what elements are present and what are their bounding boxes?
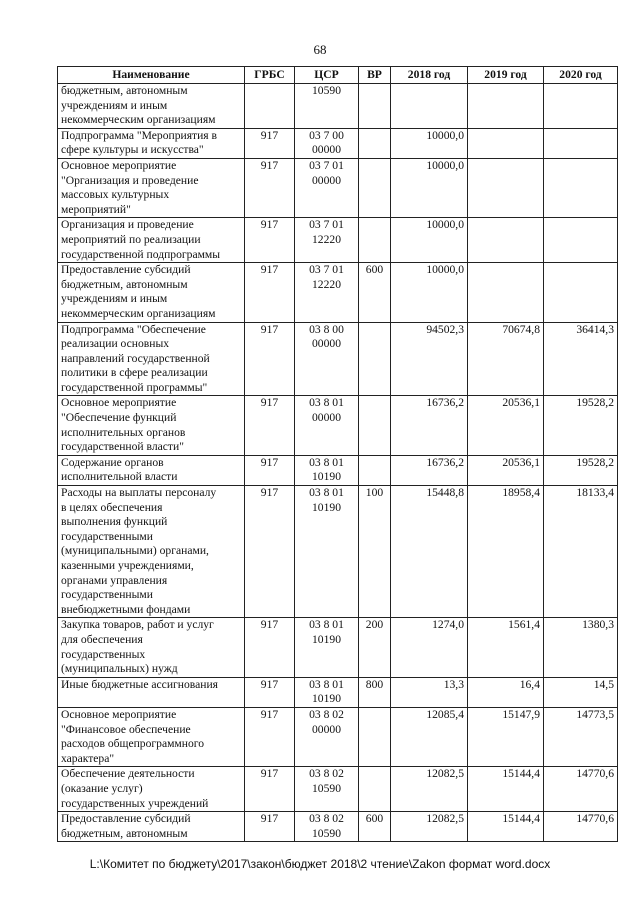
cell-2018: 16736,2: [391, 396, 468, 455]
header-vr: ВР: [359, 67, 391, 84]
cell-name: Иные бюджетные ассигнования: [58, 677, 245, 707]
header-grbs: ГРБС: [245, 67, 295, 84]
cell-2019: [468, 263, 544, 322]
cell-csr: 03 8 01 10190: [295, 486, 359, 618]
cell-2019: [468, 84, 544, 129]
cell-vr: 200: [359, 618, 391, 677]
cell-2020: 14770,6: [544, 812, 618, 842]
cell-csr: 03 7 01 12220: [295, 218, 359, 263]
cell-vr: [359, 707, 391, 766]
cell-grbs: 917: [245, 322, 295, 396]
cell-grbs: 917: [245, 396, 295, 455]
cell-csr: 03 7 00 00000: [295, 128, 359, 158]
table-row: [58, 618, 618, 677]
cell-2018: 10000,0: [391, 128, 468, 158]
page-number: 68: [313, 42, 327, 57]
cell-2020: 14770,6: [544, 767, 618, 812]
table-row: [58, 158, 618, 217]
cell-csr: 10590: [295, 84, 359, 129]
cell-2019: 16,4: [468, 677, 544, 707]
cell-grbs: 917: [245, 707, 295, 766]
header-2019: 2019 год: [468, 67, 544, 84]
cell-grbs: 917: [245, 455, 295, 485]
cell-grbs: [245, 84, 295, 129]
cell-vr: [359, 128, 391, 158]
cell-2018: 12085,4: [391, 707, 468, 766]
cell-2019: [468, 218, 544, 263]
cell-csr: 03 8 00 00000: [295, 322, 359, 396]
cell-2020: 36414,3: [544, 322, 618, 396]
cell-2018: [391, 84, 468, 129]
cell-csr: 03 8 02 00000: [295, 707, 359, 766]
cell-2019: 18958,4: [468, 486, 544, 618]
cell-2018: 1274,0: [391, 618, 468, 677]
cell-vr: [359, 396, 391, 455]
cell-2020: [544, 218, 618, 263]
cell-2019: [468, 128, 544, 158]
budget-table: [57, 66, 618, 842]
cell-grbs: 917: [245, 767, 295, 812]
table-row: [58, 218, 618, 263]
table-row: [58, 707, 618, 766]
cell-2020: [544, 84, 618, 129]
cell-name: Содержание органов исполнительной власти: [58, 455, 245, 485]
cell-csr: 03 8 01 00000: [295, 396, 359, 455]
cell-2020: [544, 128, 618, 158]
cell-2018: 10000,0: [391, 158, 468, 217]
cell-2020: 19528,2: [544, 396, 618, 455]
cell-2018: 12082,5: [391, 812, 468, 842]
header-2018: 2018 год: [391, 67, 468, 84]
cell-vr: [359, 767, 391, 812]
cell-csr: 03 7 01 00000: [295, 158, 359, 217]
table-row: [58, 767, 618, 812]
cell-name: Закупка товаров, работ и услуг для обеспечения государственных (муниципальных) нужд: [58, 618, 245, 677]
cell-2019: 15144,4: [468, 767, 544, 812]
table-row: [58, 455, 618, 485]
cell-2018: 16736,2: [391, 455, 468, 485]
cell-vr: [359, 158, 391, 217]
cell-vr: 600: [359, 812, 391, 842]
cell-2018: 94502,3: [391, 322, 468, 396]
cell-name: Обеспечение деятельности (оказание услуг) государственных учреждений: [58, 767, 245, 812]
cell-2018: 10000,0: [391, 263, 468, 322]
cell-grbs: 917: [245, 486, 295, 618]
cell-csr: 03 7 01 12220: [295, 263, 359, 322]
cell-2019: 1561,4: [468, 618, 544, 677]
cell-name: Подпрограмма "Обеспечение реализации основных направлений государственной политики в сфере реализации государственной программы": [58, 322, 245, 396]
cell-name: Подпрограмма "Мероприятия в сфере культуры и искусства": [58, 128, 245, 158]
header-csr: ЦСР: [295, 67, 359, 84]
table-row: [58, 84, 618, 129]
cell-2019: 20536,1: [468, 396, 544, 455]
cell-name: Расходы на выплаты персоналу в целях обеспечения выполнения функций государственными (муниципальными) органами, казенными учреждениями, органами управления государственными внебюджетными фондами: [58, 486, 245, 618]
cell-2019: [468, 158, 544, 217]
cell-2020: 19528,2: [544, 455, 618, 485]
cell-2020: 1380,3: [544, 618, 618, 677]
cell-2018: 15448,8: [391, 486, 468, 618]
cell-grbs: 917: [245, 218, 295, 263]
header-name: Наименование: [58, 67, 245, 84]
cell-vr: [359, 322, 391, 396]
cell-grbs: 917: [245, 677, 295, 707]
table-row: [58, 677, 618, 707]
table-row: [58, 486, 618, 618]
cell-grbs: 917: [245, 128, 295, 158]
cell-2018: 13,3: [391, 677, 468, 707]
cell-2019: 70674,8: [468, 322, 544, 396]
footer-file-path: L:\Комитет по бюджету\2017\закон\бюджет 2018\2 чтение\Zakon формат word.docx: [89, 857, 551, 871]
cell-csr: 03 8 01 10190: [295, 618, 359, 677]
cell-name: Организация и проведение мероприятий по реализации государственной подпрограммы: [58, 218, 245, 263]
table-row: [58, 396, 618, 455]
header-2020: 2020 год: [544, 67, 618, 84]
cell-name: Основное мероприятие "Обеспечение функций исполнительных органов государственной власти": [58, 396, 245, 455]
cell-2018: 10000,0: [391, 218, 468, 263]
cell-vr: [359, 84, 391, 129]
table-row: [58, 128, 618, 158]
cell-name: Основное мероприятие "Финансовое обеспечение расходов общепрограммного характера": [58, 707, 245, 766]
table-row: [58, 322, 618, 396]
cell-2020: [544, 263, 618, 322]
cell-csr: 03 8 02 10590: [295, 812, 359, 842]
table-header-row: [58, 67, 618, 84]
cell-grbs: 917: [245, 263, 295, 322]
cell-name: Предоставление субсидий бюджетным, автономным: [58, 812, 245, 842]
cell-vr: [359, 455, 391, 485]
table-row: [58, 263, 618, 322]
cell-2019: 15144,4: [468, 812, 544, 842]
cell-csr: 03 8 02 10590: [295, 767, 359, 812]
cell-2020: [544, 158, 618, 217]
cell-2018: 12082,5: [391, 767, 468, 812]
cell-2020: 14,5: [544, 677, 618, 707]
cell-grbs: 917: [245, 812, 295, 842]
cell-name: Основное мероприятие "Организация и проведение массовых культурных мероприятий": [58, 158, 245, 217]
cell-vr: [359, 218, 391, 263]
cell-vr: 600: [359, 263, 391, 322]
cell-2019: 15147,9: [468, 707, 544, 766]
cell-vr: 100: [359, 486, 391, 618]
cell-2020: 14773,5: [544, 707, 618, 766]
cell-csr: 03 8 01 10190: [295, 677, 359, 707]
cell-2019: 20536,1: [468, 455, 544, 485]
cell-vr: 800: [359, 677, 391, 707]
cell-csr: 03 8 01 10190: [295, 455, 359, 485]
table-row: [58, 812, 618, 842]
cell-grbs: 917: [245, 158, 295, 217]
cell-grbs: 917: [245, 618, 295, 677]
cell-name: бюджетным, автономным учреждениям и иным некоммерческим организациям: [58, 84, 245, 129]
cell-2020: 18133,4: [544, 486, 618, 618]
cell-name: Предоставление субсидий бюджетным, автономным учреждениям и иным некоммерческим организациям: [58, 263, 245, 322]
